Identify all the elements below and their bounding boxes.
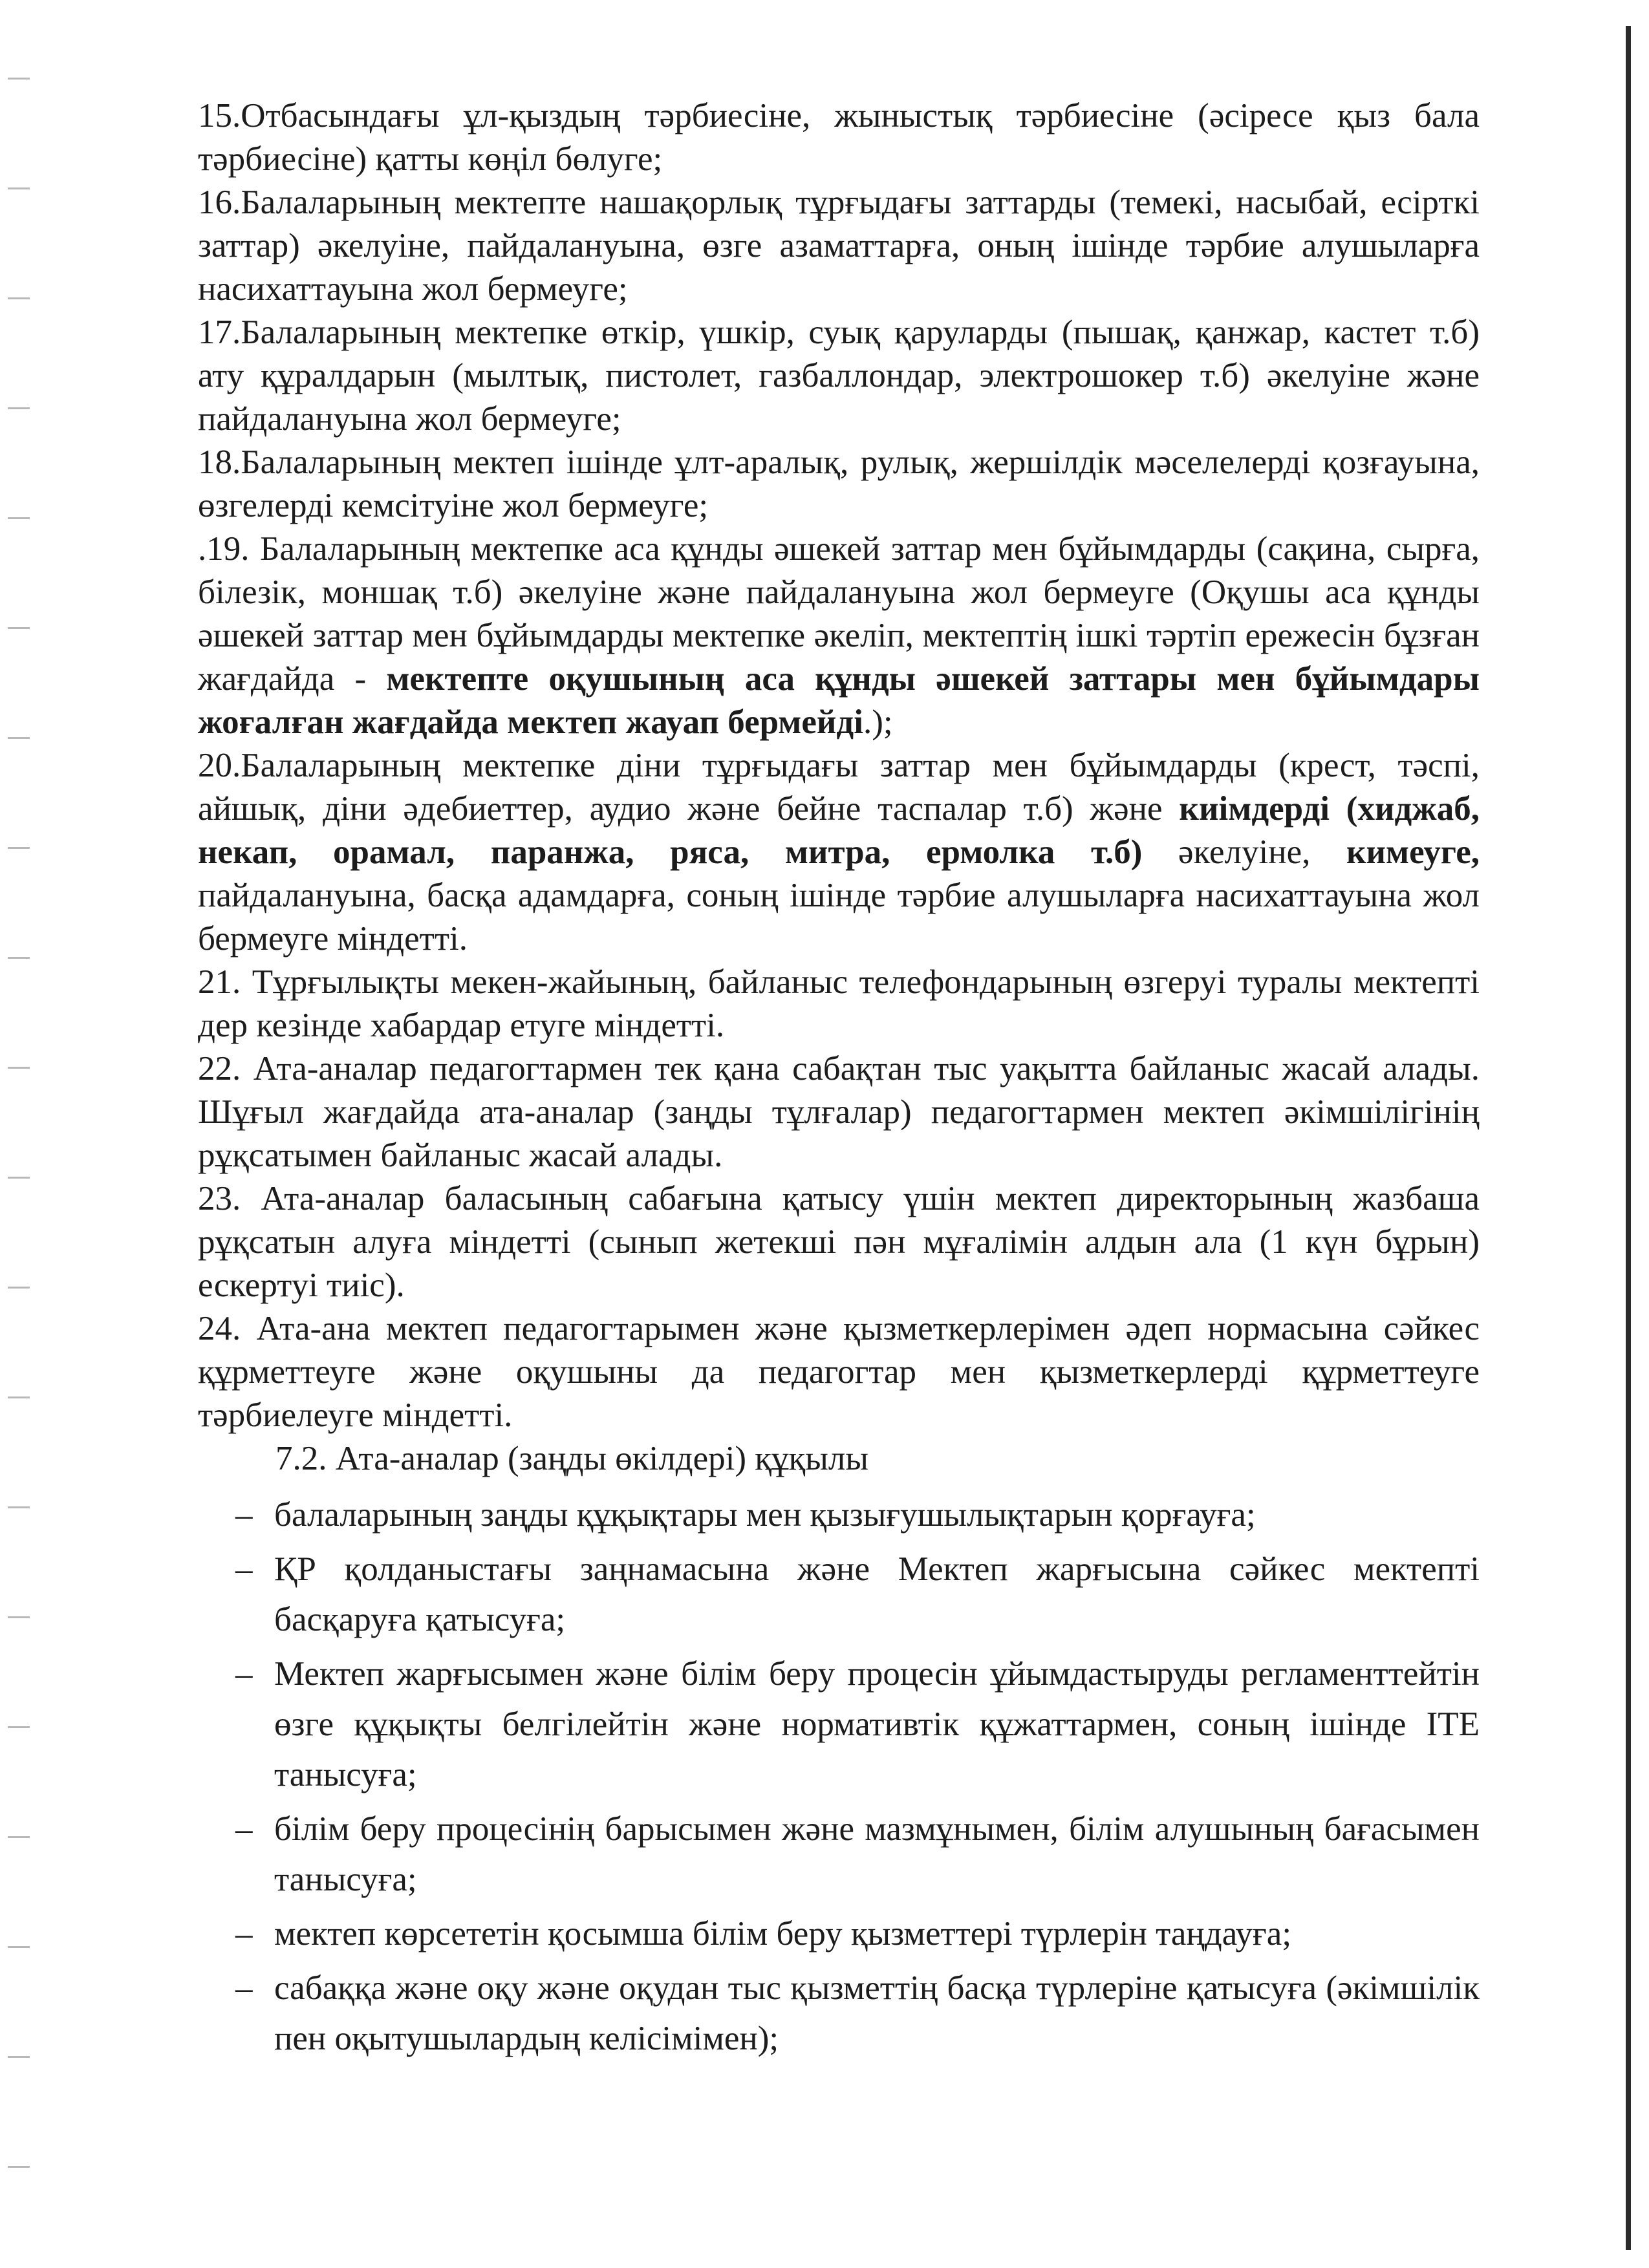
duty-paragraph [198, 961, 1480, 1047]
rights-item-text: ҚР қолданыстағы заңнамасына және Мектеп жарғысына сәйкес мектепті басқаруға қатысуға; [274, 1550, 1480, 1638]
parent-rights-list [198, 1490, 1480, 2064]
duty-text: 24. Ата-ана мектеп педагогтарымен және қызметкерлерімен әдеп нормасына сәйкес құрметтеуге және оқушыны да педагогтар мен қызметкерлерді құрметтеуге тәрбиелеуге міндетті. [198, 1310, 1480, 1434]
duty-text: 21. Тұрғылықты мекен-жайының, байланыс телефондарының өзгеруі туралы мектепті дер кезінде хабардар етуге міндетті. [198, 963, 1480, 1044]
duty-paragraph [198, 528, 1480, 744]
scan-margin-tick [8, 1836, 30, 1838]
duty-paragraph [198, 441, 1480, 528]
parent-duties-list [198, 94, 1480, 1437]
scan-margin-tick [8, 78, 30, 80]
scan-margin-tick [8, 1616, 30, 1618]
scan-margin-tick [8, 297, 30, 299]
scan-margin-tick [8, 627, 30, 629]
duty-text: 16.Балаларының мектепте нашақорлық тұрғыдағы заттарды (темекі, насыбай, есірткі заттар) әкелуіне, пайдалануына, өзге азаматтарға, оның ішінде тәрбие алушыларға насихаттауына жол бермеуге; [198, 184, 1480, 308]
duty-paragraph [198, 94, 1480, 181]
duty-text: 17.Балаларының мектепке өткір, үшкір, суық қаруларды (пышақ, қанжар, кастет т.б) ату құралдарын (мылтық, пистолет, газбаллондар, электрошокер т.б) әкелуіне және пайдалануына жол бермеуге; [198, 314, 1480, 438]
rights-item-text: Мектеп жарғысымен және білім беру процесін ұйымдастыруды регламенттейтін өзге құқықты белгілейтін және нормативтік құжаттармен, соның ішінде ІТЕ танысуға; [274, 1655, 1480, 1793]
rights-list-item [198, 1490, 1480, 1540]
scan-margin-tick [8, 1946, 30, 1948]
duty-text: 18.Балаларының мектеп ішінде ұлт-аралық, рулық, жершілдік мәселелерді қозғауына, өзгелерді кемсітуіне жол бермеуге; [198, 444, 1480, 524]
rights-list-item [198, 1909, 1480, 1959]
scan-margin-tick [8, 1396, 30, 1398]
scan-margin-tick [8, 407, 30, 409]
duty-text: .19. Балаларының мектепке аса құнды әшекей заттар мен бұйымдарды (сақина, сырға, білезік, моншақ т.б) әкелуіне және пайдалануына жол бермеуге (Оқушы аса құнды әшекей заттар мен бұйымдарды мектепке әкеліп, мектептің ішкі тәртіп ережесін бұзған жағдайда - [198, 530, 1480, 698]
duty-paragraph [198, 311, 1480, 441]
scan-margin-tick [8, 1506, 30, 1508]
duty-text-bold: мектепте оқушының аса құнды әшекей заттары мен бұйымдары жоғалған жағдайда мектеп жауап бермейді [198, 660, 1480, 741]
rights-item-text: балаларының заңды құқықтары мен қызығушылықтарын қорғауға; [274, 1496, 1256, 1534]
rights-list-item [198, 1804, 1480, 1905]
duty-paragraph [198, 1047, 1480, 1177]
rights-heading: 7.2. Ата-аналар (заңды өкілдері) құқылы [275, 1440, 868, 1477]
scan-margin-tick [8, 847, 30, 849]
scan-margin-tick [8, 187, 30, 189]
duty-paragraph [198, 1177, 1480, 1307]
list-dash-marker: – [235, 1810, 253, 1848]
document-body [198, 94, 1480, 2068]
scan-margin-tick [8, 1726, 30, 1728]
rights-item-text: сабаққа және оқу және оқудан тыс қызметтің басқа түрлеріне қатысуға (әкімшілік пен оқытушылардың келісімімен); [274, 1969, 1480, 2057]
duty-text: әкелуіне, [1142, 833, 1346, 871]
duty-text: 22. Ата-аналар педагогтармен тек қана сабақтан тыс уақытта байланыс жасай алады. Шұғыл жағдайда ата-аналар (заңды тұлғалар) педагогтармен мектеп әкімшілігінің рұқсатымен байланыс жасай алады. [198, 1050, 1480, 1174]
duty-text-bold: киімдерді (хиджаб, некап, орамал, паранжа, ряса, митра, ермолка т.б) [198, 790, 1480, 871]
duty-paragraph [198, 744, 1480, 961]
rights-list-item [198, 1963, 1480, 2064]
rights-list-item [198, 1544, 1480, 1645]
scan-margin-tick [8, 2166, 30, 2168]
rights-item-text: білім беру процесінің барысымен және мазмұнымен, білім алушының бағасымен танысуға; [274, 1810, 1480, 1898]
duty-text: .); [863, 703, 893, 741]
duty-text: 15.Отбасындағы ұл-қыздың тәрбиесіне, жыныстық тәрбиесіне (әсіресе қыз бала тәрбиесіне) қатты көңіл бөлуге; [198, 97, 1480, 178]
scan-margin-tick [8, 1067, 30, 1069]
scan-margin-tick [8, 1177, 30, 1179]
rights-item-text: мектеп көрсететін қосымша білім беру қызметтері түрлерін таңдауға; [274, 1915, 1292, 1952]
list-dash-marker: – [235, 1915, 253, 1952]
rights-list-item [198, 1649, 1480, 1800]
duty-paragraph [198, 1307, 1480, 1437]
list-dash-marker: – [235, 1550, 253, 1588]
scan-margin-tick [8, 1287, 30, 1289]
duty-text: 20.Балаларының мектепке діни тұрғыдағы заттар мен бұйымдарды (крест, тәспі, айшық, діни әдебиеттер, аудио және бейне таспалар т.б) және [198, 747, 1480, 828]
scan-margin-tick [8, 737, 30, 739]
list-dash-marker: – [235, 1969, 253, 2007]
list-dash-marker: – [235, 1496, 253, 1534]
duty-text: пайдалануына, басқа адамдарға, соның ішінде тәрбие алушыларға насихаттауына жол бермеуге міндетті. [198, 877, 1480, 957]
duty-paragraph [198, 181, 1480, 311]
scan-margin-tick [8, 957, 30, 959]
scan-binder-edge [1626, 26, 1631, 2250]
list-dash-marker: – [235, 1655, 253, 1693]
duty-text-bold: кимеуге, [1346, 833, 1480, 871]
scan-margin-tick [8, 2056, 30, 2058]
scan-margin-tick [8, 517, 30, 519]
duty-text: 23. Ата-аналар баласының сабағына қатысу үшін мектеп директорының жазбаша рұқсатын алуға міндетті (сынып жетекші пән мұғалімін алдын ала (1 күн бұрын) ескертуі тиіс). [198, 1180, 1480, 1304]
